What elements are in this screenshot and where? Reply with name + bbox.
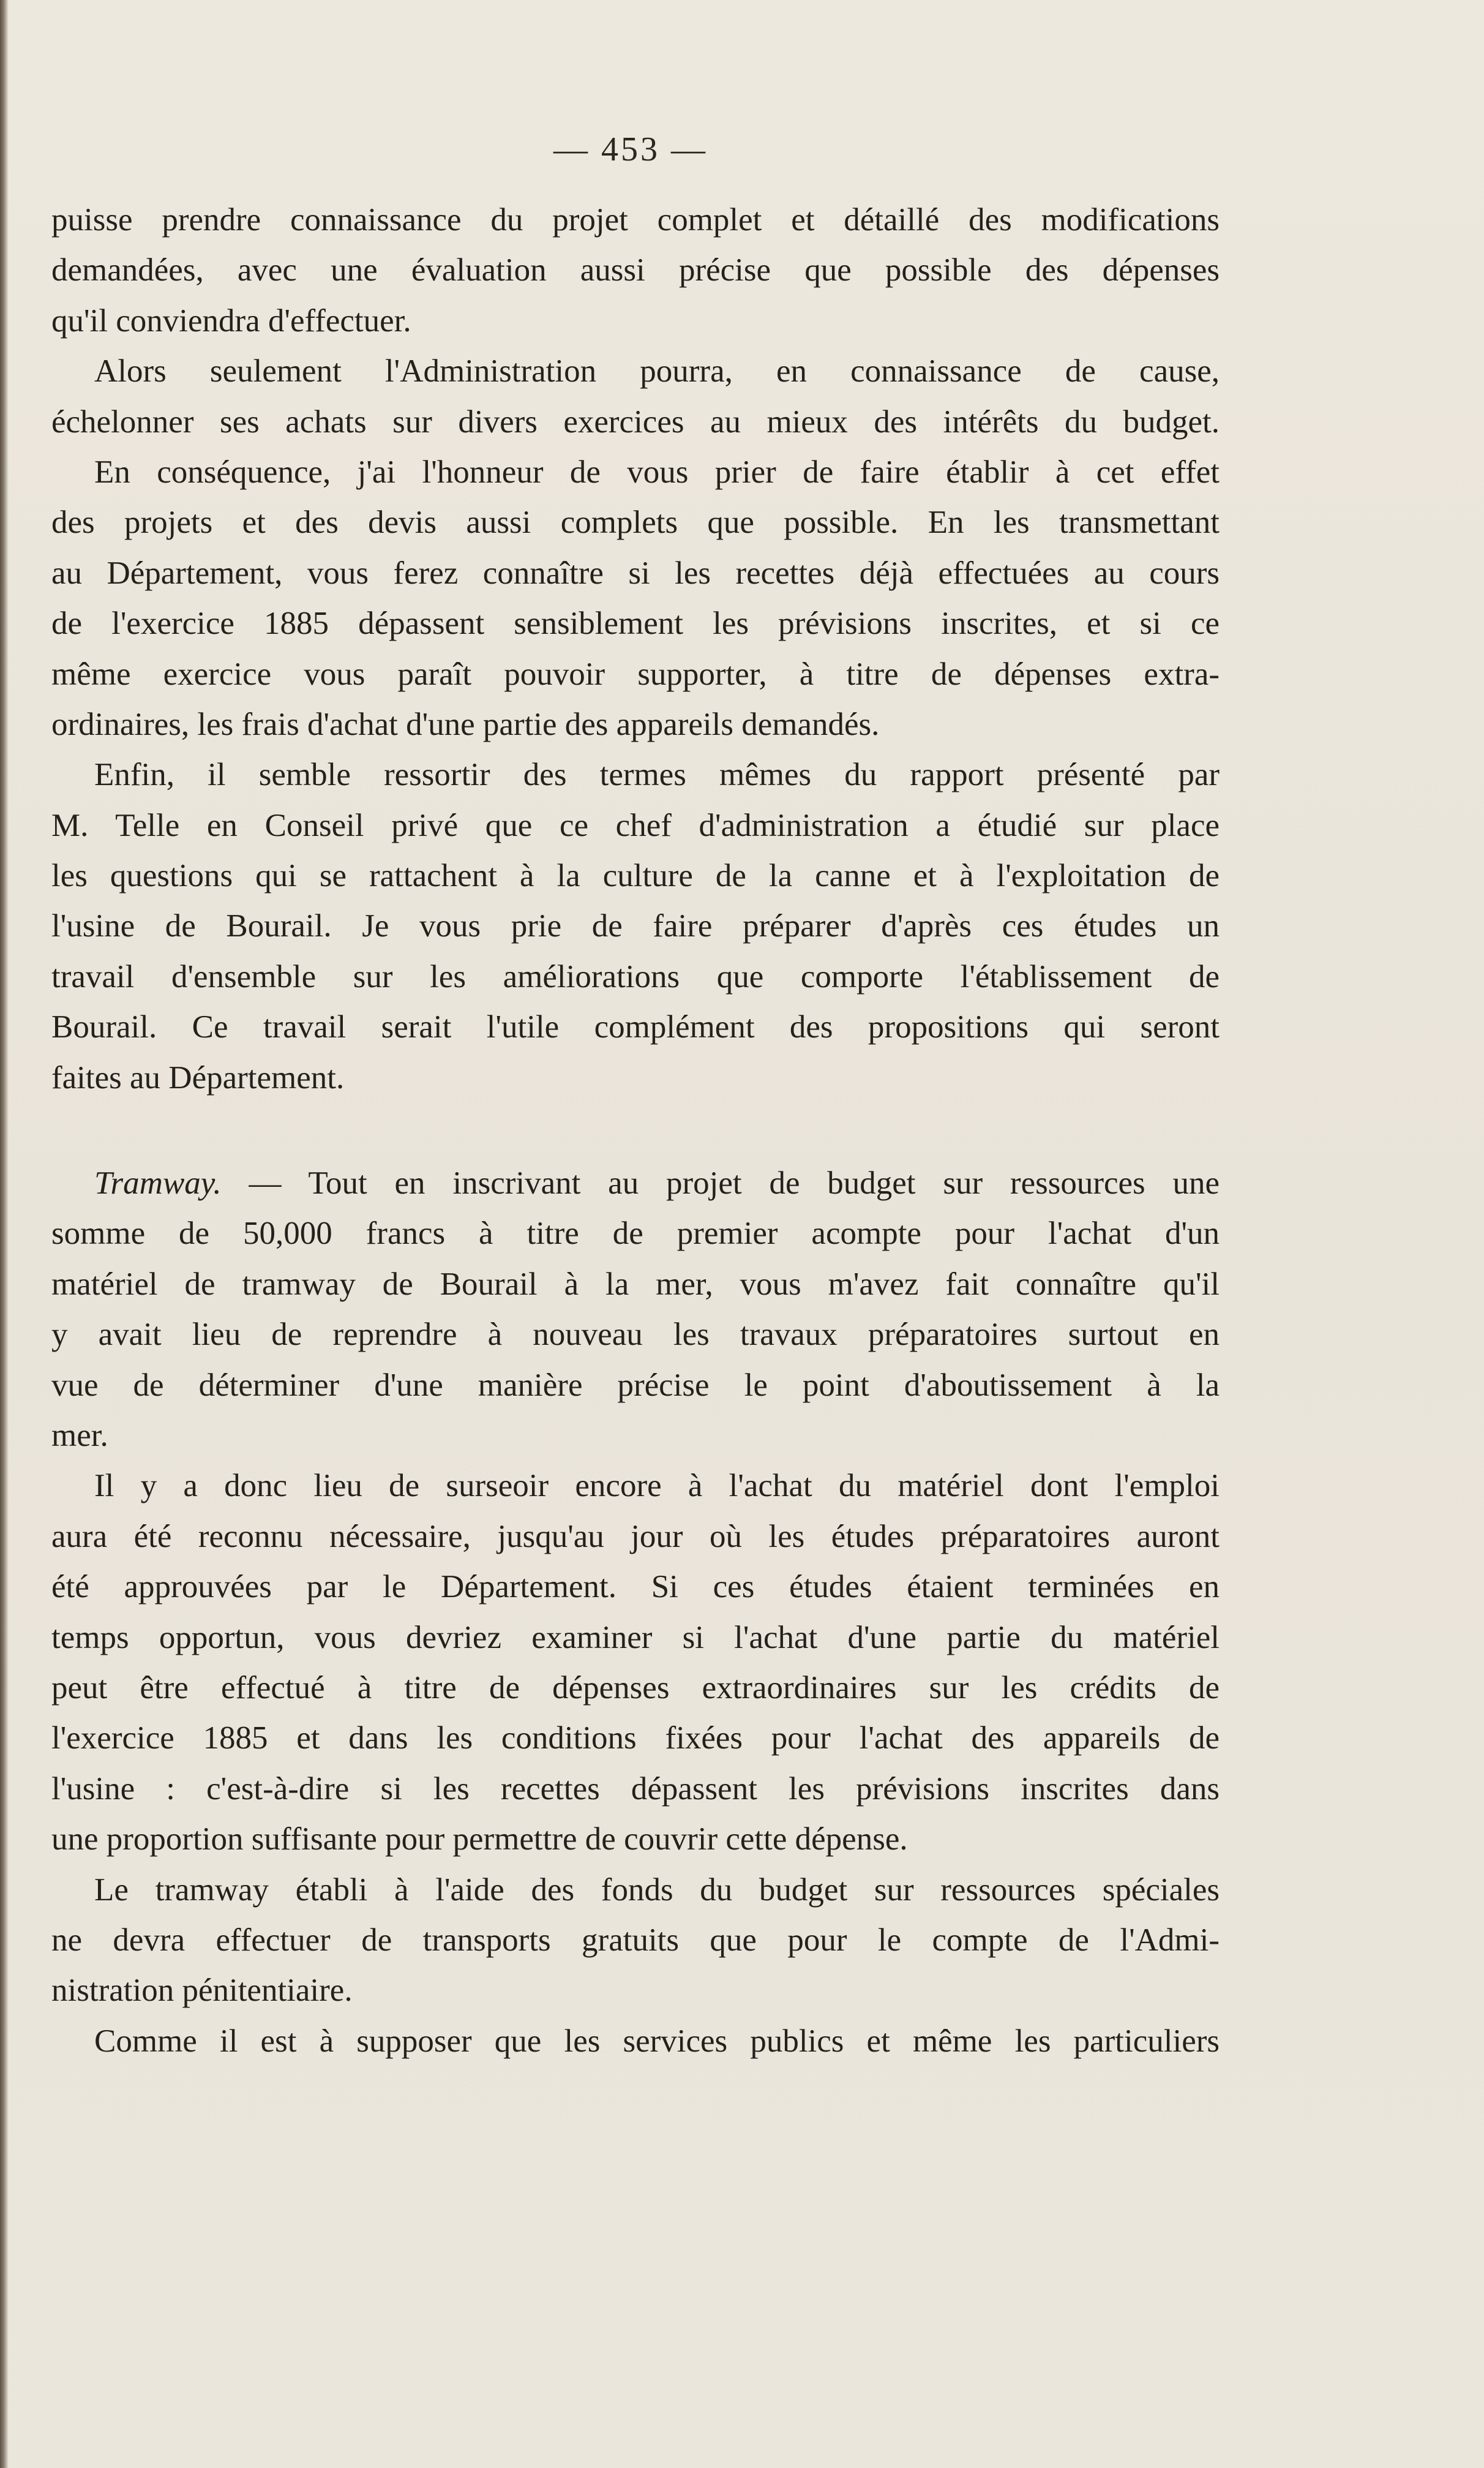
text-line: matériel de tramway de Bourail à la mer, vous m'avez fait connaître qu'il	[51, 1266, 1220, 1302]
text-line: Bourail. Ce travail serait l'utile complément des propositions qui seront	[51, 1009, 1220, 1045]
text-line: ordinaires, les frais d'achat d'une partie des appareils demandés.	[51, 706, 880, 742]
text-line: vue de déterminer d'une manière précise le point d'aboutissement à la	[51, 1367, 1220, 1403]
text-line: peut être effectué à titre de dépenses extraordinaires sur les crédits de	[51, 1669, 1220, 1706]
text-line: des projets et des devis aussi complets que possible. En les transmettant	[51, 505, 1220, 541]
text-line: même exercice vous paraît pouvoir supporter, à titre de dépenses extra-	[51, 656, 1220, 692]
text-line: au Département, vous ferez connaître si les recettes déjà effectuées au cours	[51, 555, 1220, 591]
text-line: somme de 50,000 francs à titre de premier acompte pour l'achat d'un	[51, 1216, 1220, 1252]
text-line: puisse prendre connaissance du projet complet et détaillé des modifications	[51, 202, 1220, 238]
text-line: mer.	[51, 1417, 108, 1453]
text-line: En conséquence, j'ai l'honneur de vous prier de faire établir à cet effet	[94, 454, 1220, 490]
page-number: — 453 —	[553, 130, 708, 168]
text-line: Il y a donc lieu de surseoir encore à l'achat du matériel dont l'emploi	[94, 1468, 1220, 1504]
text-line: une proportion suffisante pour permettre de couvrir cette dépense.	[51, 1821, 908, 1857]
text-line	[51, 1158, 1220, 1208]
text-line: ne devra effectuer de transports gratuits que pour le compte de l'Admi-	[51, 1922, 1220, 1958]
text-line: l'usine : c'est-à-dire si les recettes dépassent les prévisions inscrites dans	[51, 1770, 1220, 1807]
text-line: l'exercice 1885 et dans les conditions fixées pour l'achat des appareils de	[51, 1720, 1220, 1756]
text-line: Comme il est à supposer que les services publics et même les particuliers	[94, 2023, 1220, 2059]
text-line: y avait lieu de reprendre à nouveau les travaux préparatoires surtout en	[51, 1317, 1220, 1353]
text-line: aura été reconnu nécessaire, jusqu'au jour où les études préparatoires auront	[51, 1518, 1220, 1554]
text-line: qu'il conviendra d'effectuer.	[51, 303, 411, 339]
text-line: faites au Département.	[51, 1059, 345, 1096]
text-line: temps opportun, vous devriez examiner si l'achat d'une partie du matériel	[51, 1619, 1220, 1655]
text-line: Alors seulement l'Administration pourra, en connaissance de cause,	[94, 353, 1220, 389]
text-line: Enfin, il semble ressortir des termes mêmes du rapport présenté par	[94, 757, 1220, 793]
text-line: de l'exercice 1885 dépassent sensiblement les prévisions inscrites, et si ce	[51, 606, 1220, 642]
section-heading-tramway: Tramway.	[94, 1165, 222, 1202]
text-line: travail d'ensemble sur les améliorations que comporte l'établissement de	[51, 958, 1220, 995]
text-line: nistration pénitentiaire.	[51, 1973, 353, 2009]
section-gap	[51, 1103, 1220, 1158]
text-segment: — Tout en inscrivant au projet de budget sur ressources une	[249, 1165, 1220, 1202]
text-line: l'usine de Bourail. Je vous prie de faire préparer d'après ces études un	[51, 908, 1220, 944]
text-line: demandées, avec une évaluation aussi précise que possible des dépenses	[51, 252, 1220, 288]
page-binding-edge	[0, 0, 9, 2468]
text-line: M. Telle en Conseil privé que ce chef d'administration a étudié sur place	[51, 807, 1220, 843]
body-text	[51, 195, 1220, 2066]
text-line: échelonner ses achats sur divers exercices au mieux des intérêts du budget.	[51, 404, 1220, 440]
text-line: été approuvées par le Département. Si ces études étaient terminées en	[51, 1569, 1220, 1605]
text-line: Le tramway établi à l'aide des fonds du budget sur ressources spéciales	[94, 1872, 1220, 1908]
text-line: les questions qui se rattachent à la culture de la canne et à l'exploitation de	[51, 858, 1220, 894]
